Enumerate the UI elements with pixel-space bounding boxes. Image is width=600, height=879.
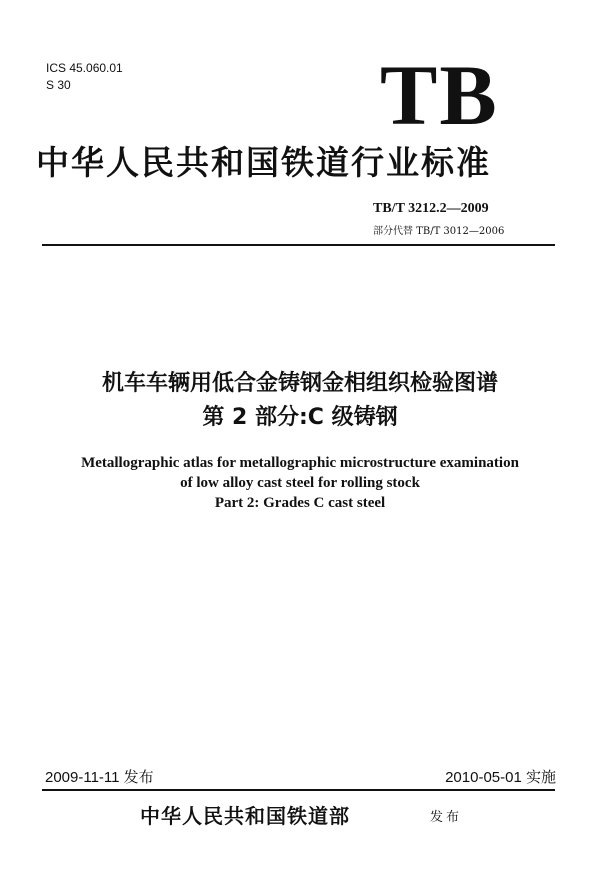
issue-date: 2009-11-11 发布 xyxy=(45,769,154,786)
publish-label: 发布 xyxy=(430,810,463,825)
tb-logo: TB xyxy=(380,47,499,143)
replaces-note: 部分代替 TB/T 3012—2006 xyxy=(373,226,505,237)
ics-code: ICS 45.060.01 xyxy=(46,61,123,75)
ccs-code: S 30 xyxy=(46,78,71,92)
issuing-authority: 中华人民共和国铁道部 xyxy=(140,804,350,828)
document-title-en-line3: Part 2: Grades C cast steel xyxy=(214,495,386,511)
classification-codes xyxy=(46,60,123,94)
document-title-en-line1: Metallographic atlas for metallographic microstructure examination xyxy=(81,455,519,471)
implementation-date: 2010-05-01 实施 xyxy=(445,769,556,786)
document-title-en-line2: of low alloy cast steel for rolling stock xyxy=(180,475,420,491)
top-divider xyxy=(42,244,555,246)
document-title-cn-line2: 第 2 部分:C 级铸钢 xyxy=(202,405,398,430)
bottom-divider xyxy=(42,789,555,791)
standard-number: TB/T 3212.2—2009 xyxy=(373,201,489,216)
document-title-cn-line1: 机车车辆用低合金铸钢金相组织检验图谱 xyxy=(101,371,498,396)
standard-type-title: 中华人民共和国铁道行业标准 xyxy=(36,143,491,182)
